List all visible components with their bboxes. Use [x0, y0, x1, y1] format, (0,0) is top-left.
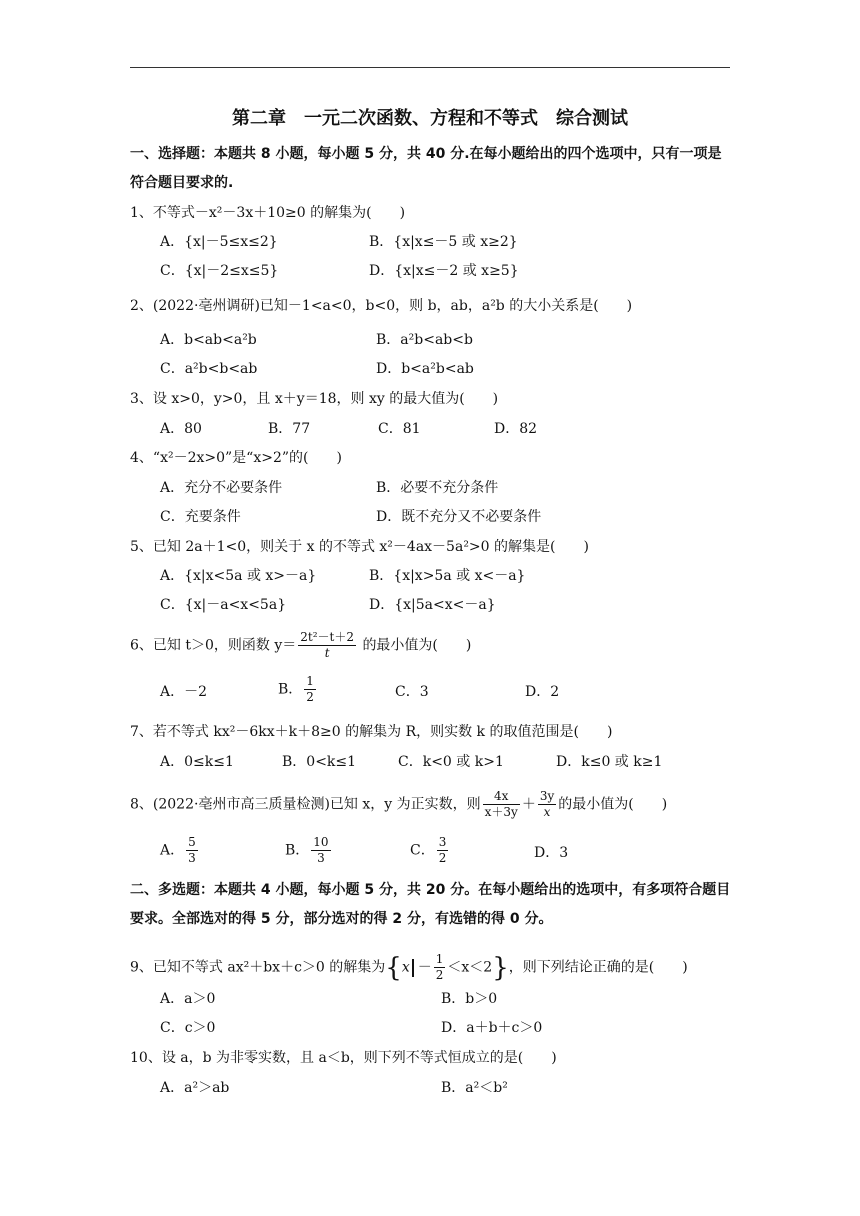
question-7-option-d: D．k≤0 或 k≥1 [556, 754, 663, 770]
question-7-option-b: B．0<k≤1 [282, 754, 357, 770]
question-8-fraction-1 [483, 789, 520, 820]
fraction-numerator: 4x [483, 789, 520, 805]
question-6-stem-text: 6、已知 t＞0，则函数 y＝ [130, 637, 297, 654]
question-8-option-a-fraction [186, 835, 198, 866]
question-1-option-a: A．{x|－5≤x≤2} [160, 234, 278, 250]
question-3-option-c: C．81 [378, 421, 421, 437]
question-7-option-c: C．k<0 或 k>1 [398, 754, 504, 770]
question-3-option-d: D．82 [494, 421, 538, 437]
question-4-option-d: D．既不充分又不必要条件 [376, 509, 542, 525]
question-6-stem-tail: 的最小值为( ) [362, 637, 472, 654]
question-8-fraction-2 [538, 789, 556, 820]
question-4-option-a: A．充分不必要条件 [160, 480, 283, 496]
question-5-option-c: C．{x|－a<x<5a} [160, 597, 287, 613]
left-brace: { [385, 952, 402, 983]
question-2-stem: 2、(2022·亳州调研)已知－1<a<0，b<0，则 b，ab，a²b 的大小关系是( ) [130, 298, 633, 314]
question-8-option-b-fraction [311, 835, 330, 866]
question-7-stem: 7、若不等式 kx²－6kx＋k＋8≥0 的解集为 R，则实数 k 的取值范围是( ) [130, 724, 613, 740]
question-4-option-b: B．必要不充分条件 [376, 480, 499, 496]
fraction-numerator: 5 [188, 835, 196, 849]
question-6-option-b [278, 674, 318, 705]
fraction-numerator: 1 [306, 674, 314, 688]
question-4-option-c: C．充要条件 [160, 509, 241, 525]
question-10-option-a: A．a²＞ab [160, 1080, 230, 1096]
option-label: B． [285, 842, 310, 859]
question-9-option-b: B．b＞0 [441, 991, 498, 1007]
question-5-option-b: B．{x|x>5a 或 x<－a} [369, 568, 526, 584]
question-10-option-b: B．a²＜b² [441, 1080, 508, 1096]
question-1-stem: 1、不等式－x²－3x＋10≥0 的解集为( ) [130, 205, 406, 221]
question-6-option-d: D．2 [525, 684, 560, 700]
question-3-option-b: B．77 [268, 421, 311, 437]
set-variable: x [401, 959, 410, 976]
question-6-option-c: C．3 [395, 684, 429, 700]
fraction-denominator: 2 [435, 968, 444, 982]
question-9-stem-text: 9、已知不等式 ax²＋bx＋c＞0 的解集为 [130, 959, 386, 976]
header-rule [130, 67, 730, 68]
fraction-numerator: 10 [313, 835, 329, 849]
question-2-option-b: B．a²b<ab<b [376, 332, 473, 348]
section-heading-multiple-choice: 二、多选题：本题共 4 小题，每小题 5 分，共 20 分。在每小题给出的选项中，有多项符合题目要求。全部选对的得 5 分，部分选对的得 2 分，有选错的得 0 分。 [130, 882, 731, 927]
set-bar [412, 959, 414, 977]
question-6-option-a: A．－2 [160, 684, 208, 700]
question-5-stem: 5、已知 2a＋1<0，则关于 x 的不等式 x²－4ax－5a²>0 的解集是( ) [130, 539, 589, 555]
fraction-numerator: 3 [438, 835, 447, 849]
fraction-denominator: 2 [306, 690, 314, 704]
question-10-stem: 10、设 a，b 为非零实数，且 a＜b，则下列不等式恒成立的是( ) [130, 1050, 557, 1066]
option-label: C． [410, 842, 435, 859]
question-9-option-a: A．a＞0 [160, 991, 216, 1007]
set-minus: － [417, 959, 432, 976]
question-2-option-a: A．b<ab<a²b [160, 332, 257, 348]
question-6-fraction [298, 630, 356, 661]
option-label: A． [160, 842, 185, 859]
question-5-option-d: D．{x|5a<x<－a} [369, 597, 496, 613]
question-8-option-a [160, 835, 200, 866]
question-8-plus: ＋ [521, 796, 536, 813]
question-9-option-c: C．c＞0 [160, 1020, 216, 1036]
question-8-option-c-fraction [437, 835, 449, 866]
question-6-option-b-label: B． [278, 681, 303, 698]
fraction-numerator: 1 [435, 952, 444, 966]
question-9-stem [130, 952, 688, 983]
question-2-option-c: C．a²b<b<ab [160, 361, 258, 377]
set-condition: ＜x＜2 [447, 959, 493, 976]
question-8-option-b [285, 835, 333, 866]
question-6-fraction-denominator: t [324, 646, 330, 660]
question-6-option-b-fraction [304, 674, 316, 705]
right-brace: } [492, 952, 509, 983]
question-8-stem-text: 8、(2022·亳州市高三质量检测)已知 x，y 为正实数，则 [130, 796, 481, 813]
question-1-option-c: C．{x|－2≤x≤5} [160, 263, 279, 279]
fraction-denominator: 2 [438, 851, 447, 865]
fraction-denominator: 3 [317, 851, 325, 865]
question-9-set-fraction [434, 952, 446, 983]
question-8-option-d: D．3 [534, 845, 569, 861]
fraction-numerator: 3y [539, 789, 555, 803]
question-9-option-d: D．a＋b＋c＞0 [441, 1020, 543, 1036]
question-7-option-a: A．0≤k≤1 [160, 754, 234, 770]
question-5-option-a: A．{x|x<5a 或 x>－a} [160, 568, 317, 584]
question-8-option-c [410, 835, 450, 866]
fraction-denominator: x＋3y [484, 805, 518, 819]
question-3-option-a: A．80 [160, 421, 202, 437]
fraction-denominator: 3 [188, 851, 196, 865]
question-9-stem-tail: ，则下列结论正确的是( ) [508, 959, 688, 976]
question-6-fraction-numerator: 2t²－t＋2 [300, 630, 354, 644]
fraction-denominator: x [543, 805, 551, 819]
section-heading-single-choice: 一、选择题：本题共 8 小题，每小题 5 分，共 40 分.在每小题给出的四个选项中，只有一项是符合题目要求的. [130, 146, 722, 191]
question-1-option-d: D．{x|x≤－2 或 x≥5} [369, 263, 519, 279]
question-4-stem: 4、“x²－2x>0”是“x>2”的( ) [130, 450, 342, 466]
page-title: 第二章 一元二次函数、方程和不等式 综合测试 [232, 108, 628, 129]
question-2-option-d: D．b<a²b<ab [376, 361, 474, 377]
question-3-stem: 3、设 x>0，y>0，且 x＋y＝18，则 xy 的最大值为( ) [130, 391, 499, 407]
question-8-stem [130, 789, 667, 820]
question-8-stem-tail: 的最小值为( ) [558, 796, 668, 813]
question-1-option-b: B．{x|x≤－5 或 x≥2} [369, 234, 518, 250]
question-6-stem [130, 630, 471, 661]
